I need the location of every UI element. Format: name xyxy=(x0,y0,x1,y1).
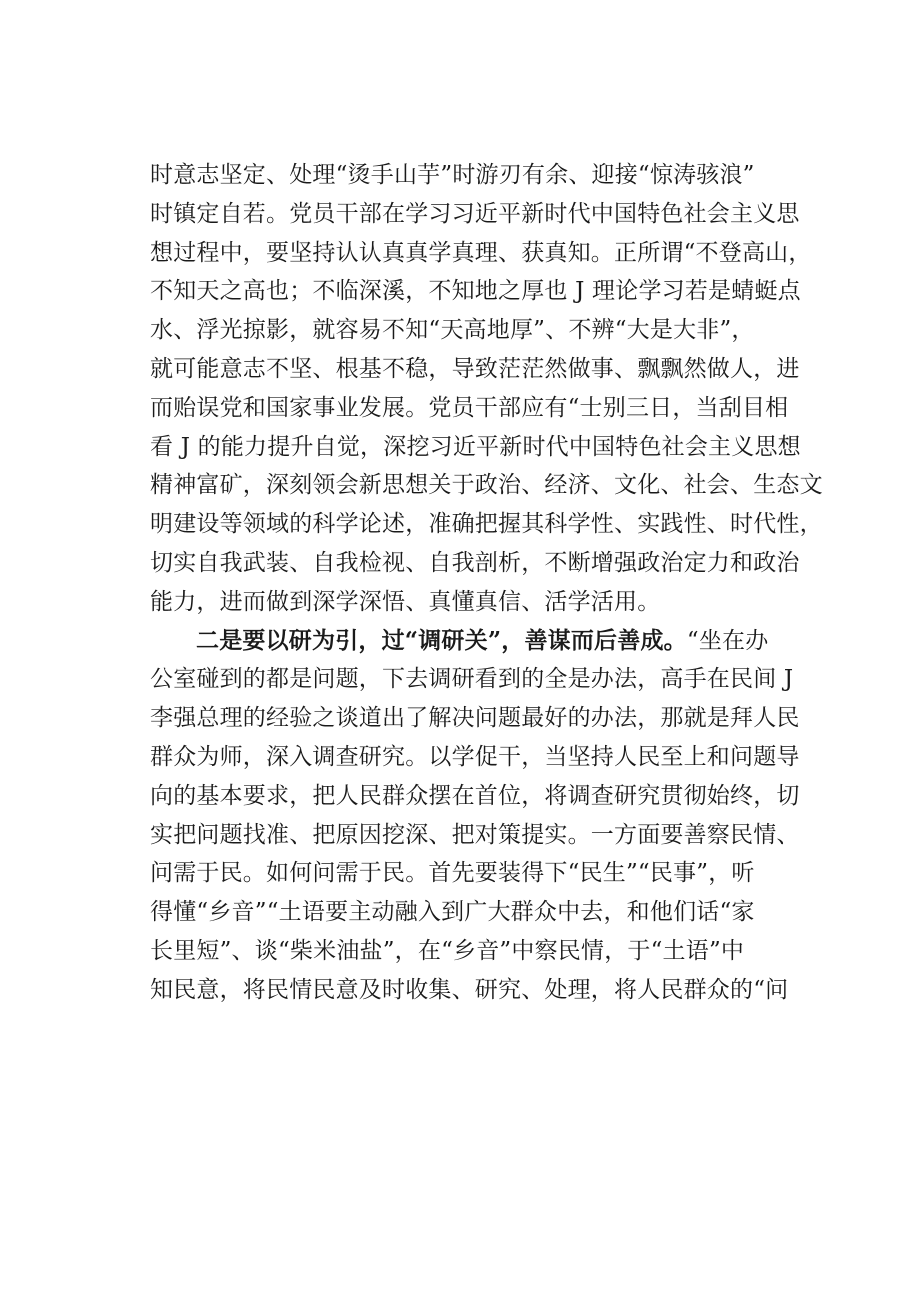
text-line: 精神富矿，深刻领会新思想关于政治、经济、文化、社会、生态文 xyxy=(150,472,823,499)
paragraph-heading: 二是要以研为引，过“调研关”，善谋而后善成。 xyxy=(196,626,687,654)
text-line: 李强总理的经验之谈道出了解决问题最好的办法，那就是拜人民 xyxy=(150,705,800,732)
text-line: 得懂“乡音”“土语要主动融入到广大群众中去，和他们话“家 xyxy=(150,899,755,926)
text-run: “坐在办 xyxy=(686,627,769,654)
text-line: 就可能意志不坚、根基不稳，导致茫茫然做事、飘飘然做人，进 xyxy=(150,355,800,382)
text-line: 而贻误党和国家事业发展。党员干部应有“士别三日，当刮目相 xyxy=(150,394,789,421)
text-line: 问需于民。如何问需于民。首先要装得下“民生”“民事”，听 xyxy=(150,860,755,887)
text-line: 公室碰到的都是问题，下去调研看到的全是办法，高手在民间 J xyxy=(150,666,794,693)
text-line: 群众为师，深入调查研究。以学促干，当坚持人民至上和问题导 xyxy=(150,743,800,770)
text-line: 长里短”、谈“柴米油盐”，在“乡音”中察民情，于“土语”中 xyxy=(150,937,745,964)
text-line: 水、浮光掠影，就容易不知“天高地厚”、不辨“大是大非”， xyxy=(150,317,755,344)
text-line: 切实自我武装、自我检视、自我剖析，不断增强政治定力和政治 xyxy=(150,549,800,576)
text-line: 看 J 的能力提升自觉，深挖习近平新时代中国特色社会主义思想 xyxy=(150,433,801,460)
paragraph-heading-line xyxy=(150,622,810,661)
text-line: 实把问题找准、把原因挖深、把对策提实。一方面要善察民情、 xyxy=(150,821,800,848)
text-line: 向的基本要求，把人民群众摆在首位，将调查研究贯彻始终，切 xyxy=(150,782,800,809)
text-line: 明建设等领域的科学论述，准确把握其科学性、实践性、时代性， xyxy=(150,511,823,538)
text-line: 时意志坚定、处理“烫手山芋”时游刃有余、迎接“惊涛骇浪” xyxy=(150,162,755,188)
text-line: 时镇定自若。党员干部在学习习近平新时代中国特色社会主义思 xyxy=(150,200,800,227)
body-text xyxy=(150,156,823,1010)
text-line: 不知天之高也；不临深溪，不知地之厚也 J 理论学习若是蜻蜓点 xyxy=(150,278,801,305)
text-line: 想过程中，要坚持认认真真学真理、获真知。正所谓“不登高山， xyxy=(150,239,812,266)
text-line: 知民意，将民情民意及时收集、研究、处理，将人民群众的“问 xyxy=(150,976,789,1003)
text-line: 能力，进而做到深学深悟、真懂真信、活学活用。 xyxy=(150,588,661,615)
